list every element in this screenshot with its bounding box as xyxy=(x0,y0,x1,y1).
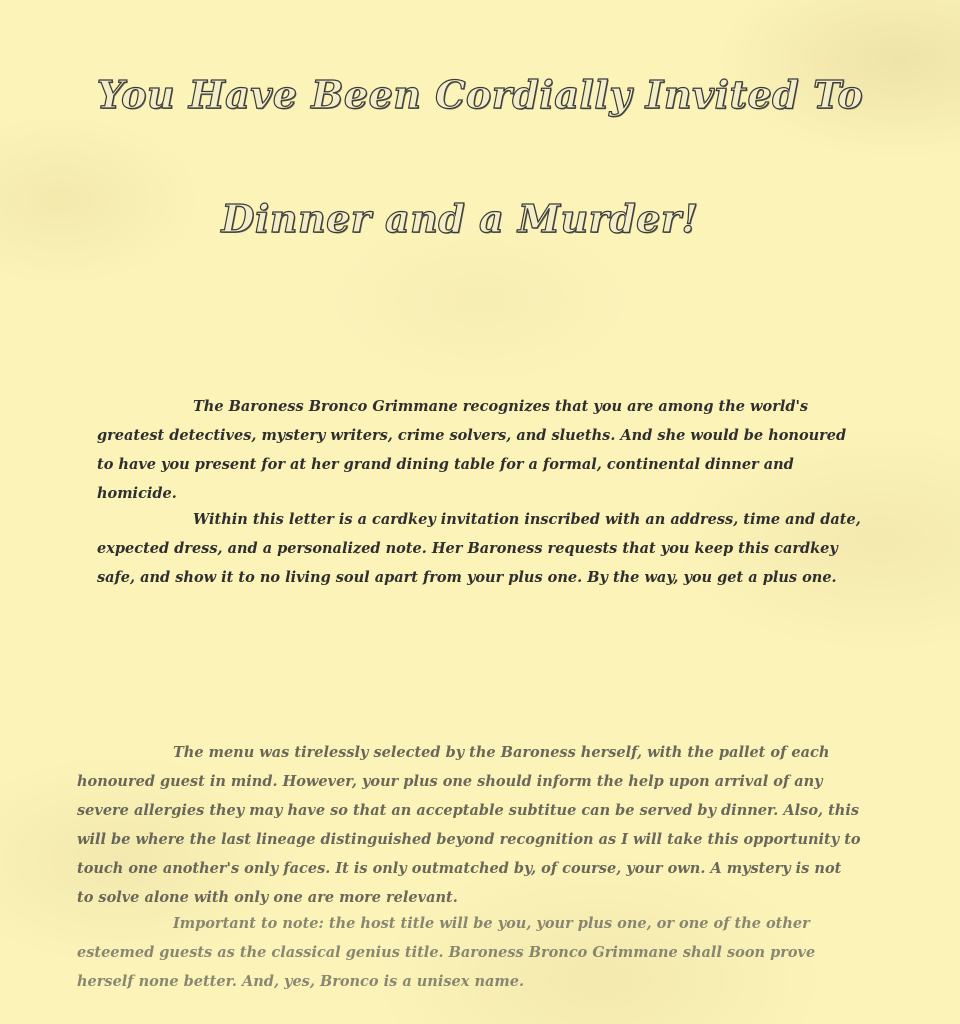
paragraph-introduction: The Baroness Bronco Grimmane recognizes that you are among the world's greatest detectives, mystery writers, crime solvers, and slueths. And she would be honoured to have you present for at her grand dining table for a formal, continental dinner and homicide. xyxy=(97,398,847,502)
paragraph-important-note: Important to note: the host title will be you, your plus one, or one of the other esteemed guests as the classical genius title. Baroness Bronco Grimmane shall soon prove herself none better. And, yes, Bronco is a unisex name. xyxy=(77,915,816,990)
invitation-title: You Have Been Cordially Invited To xyxy=(96,72,864,117)
paragraph-cardkey: Within this letter is a cardkey invitation inscribed with an address, time and date, expected dress, and a personalized note. Her Baroness requests that you keep this cardkey safe, and show it to no living soul apart from your plus one. By the way, you get a plus one. xyxy=(97,511,861,586)
invitation-subtitle: Dinner and a Murder! xyxy=(221,196,699,241)
paragraph-menu: The menu was tirelessly selected by the Baroness herself, with the pallet of each honoured guest in mind. However, your plus one should inform the help upon arrival of any severe allergies they may have so that an acceptable subtitue can be served by dinner. Also, this will be where the last lineage distinguished beyond recognition as I will take this opportunity to touch one another's only faces. It is only outmatched by, of course, your own. A mystery is not to solve alone with only one are more relevant. xyxy=(77,744,861,906)
